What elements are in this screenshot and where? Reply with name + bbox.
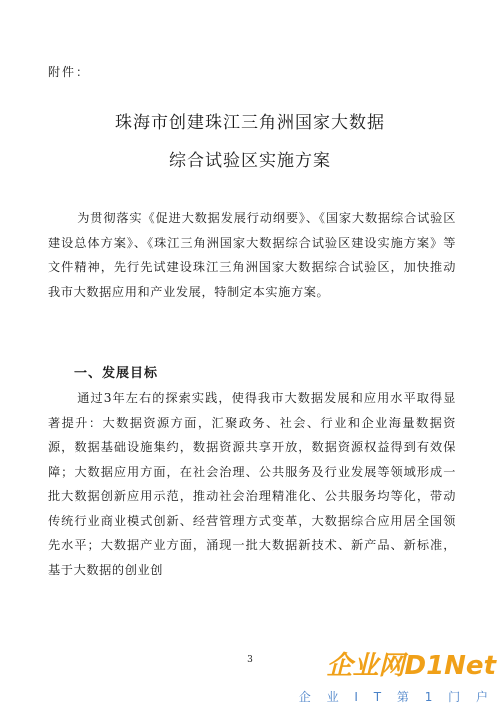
attachment-label: 附件： <box>48 65 91 79</box>
development-goals-paragraph: 通过3年左右的探索实践，使得我市大数据发展和应用水平取得显著提升：大数据资源方面，汇聚政务、社会、行业和企业海量数据资源，数据基础设施集约，数据资源共享开放，数据资源权益得到有效保障；大数据应用方面，在社会治理、公共服务及行业发展等领域形成一批大数据创新应用示范，推动社会治理精准化、公共服务均等化，带动传统行业商业模式创新、经营管理方式变革，大数据综合应用居全国领先水平；大数据产业方面，涌现一批大数据新技术、新产品、新标准，基于大数据的创业创 <box>48 391 456 577</box>
watermark-subtitle: 企 业 I T 第 1 门 户 <box>298 690 494 704</box>
document-title-line-1: 珠海市创建珠江三角洲国家大数据 <box>115 113 385 133</box>
page-number: 3 <box>247 655 253 665</box>
watermark-logo-text: 企业网D1Net <box>326 651 496 681</box>
watermark-logo <box>296 645 496 705</box>
document-title-line-2: 综合试验区实施方案 <box>169 151 331 171</box>
section-heading-development-goals: 一、发展目标 <box>74 366 159 381</box>
intro-paragraph: 为贯彻落实《促进大数据发展行动纲要》、《国家大数据综合试验区建设总体方案》、《珠江三角洲国家大数据综合试验区建设实施方案》等文件精神，先行先试建设珠江三角洲国家大数据综合试验区，加快推动我市大数据应用和产业发展，特制定本实施方案。 <box>48 211 456 299</box>
